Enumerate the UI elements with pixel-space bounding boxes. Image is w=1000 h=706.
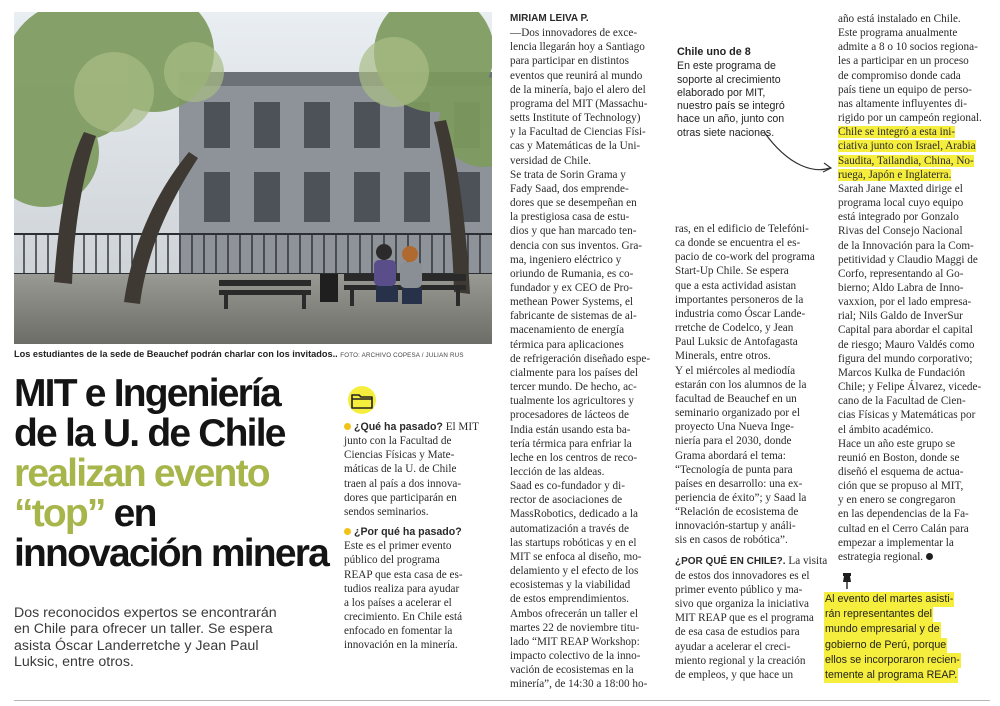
sidebar-line: elaborado por MIT, [677,86,766,99]
photo-caption [14,349,492,359]
body-line: Fady Saad, dos emprende- [510,182,629,195]
qa-answer-line: público del programa [344,554,440,567]
body-line: fundador y ex CEO de Pro- [510,281,633,294]
body-line: dores que se desempeñan en [510,197,637,210]
body-line: de empleos, y que hace un [675,668,794,681]
sidebar-line: En este programa de [677,60,776,73]
body-line: Rivas del Consejo Nacional [838,225,963,238]
highlighted-line: ruega, Japón e Inglaterra. [838,168,952,181]
body-line: ras, en el edificio de Telefóni- [675,223,809,235]
body-line: —Dos innovadores de exce- [510,27,638,40]
body-line: Ambos ofrecerán un taller el [510,607,638,620]
body-line: ayudar a acelerar el creci- [675,640,791,653]
qa-column [344,420,494,653]
qa-answer-line: máticas de la U. de Chile [344,463,457,476]
body-line: La visita [785,554,828,567]
body-line: reunió en Boston, donde se [838,451,960,464]
body-line: de estos dos innovadores es el [675,569,810,582]
body-line: de estos emprendimientos. [510,593,629,606]
body-line: rial; Nils Galdo de InverSur [838,310,963,323]
body-line: ma, ingeniero eléctrico y [510,253,622,266]
body-line: tercer mundo. De hecho, ac- [510,381,637,394]
body-line: programa local cuyo equipo [838,197,964,210]
body-column-3 [838,12,990,564]
body-line: martes 22 de noviembre titu- [510,621,640,634]
body-line: que a esta actividad asistan [675,279,797,292]
body-line: estrategia regional. [838,550,924,563]
body-line: pacio de co-work del programa [675,251,815,264]
body-line: MIT se enfoca al diseño, mo- [510,550,642,563]
sidebar-line: soporte al crecimiento [677,73,781,86]
headline [14,374,332,574]
pull-quote-line: gobierno de Perú, porque [824,638,947,653]
body-line: “Tecnología de punta para [675,463,793,476]
body-line: cultad en el Cerro Calán para [838,522,969,535]
body-line: Grama abordará el tema: [675,449,786,462]
headline-line: innovación minera [14,532,328,575]
body-line: de esa casa de estudios para [675,626,800,639]
park-photo-illustration [14,12,492,344]
pushpin-icon [840,572,854,590]
body-line: Marcos Kulka de Fundación [838,366,966,379]
body-line: impacto colectivo de la inno- [510,650,641,663]
body-line: de la minería, bajo el alero del [510,83,646,96]
body-line: Se trata de Sorin Grama y [510,168,626,181]
pull-quote-line: ellos se incorporaron recien- [824,653,961,668]
sidebar-title: Chile uno de 8 [677,46,751,58]
photo-credit: FOTO: ARCHIVO COPESA / JULIAN RUS [340,352,464,359]
body-line: niería para el 2030, donde [675,435,792,448]
body-line: tualmente los agricultores y [510,395,634,408]
body-line: ción que se propuso al MIT, [838,480,964,493]
body-line: ecosistemas y la viabilidad [510,579,631,592]
body-line: de riesgo; Mauro Valdés como [838,338,975,351]
bottom-rule [14,700,990,701]
body-line: y la Facultad de Ciencias Físi- [510,126,646,139]
body-line: está integrado por Gonzalo [838,211,959,224]
folder-icon [345,386,379,414]
body-line: leche en los centros de reco- [510,451,638,464]
body-line: Sarah Jane Maxted dirige el [838,182,963,195]
deck-line: Luksic, entre otros. [14,653,134,670]
body-line: dios y que han marcado ten- [510,225,637,238]
body-line: proyecto Una Nueva Inge- [675,421,794,434]
body-line: año está instalado en Chile. [838,13,961,25]
body-line: Minerals, entre otros. [675,350,771,363]
qa-answer-line: Ciencias Físicas y Mate- [344,449,455,462]
body-line: delamiento y el efecto de los [510,565,639,578]
body-line: methean Power Systems, el [510,296,634,309]
body-line: las startups robóticas y en el [510,536,637,549]
qa-answer-line: sendos seminarios. [344,505,429,518]
body-line: fabricante de sistemas de al- [510,310,637,323]
body-line: térmica para aplicaciones [510,338,624,351]
body-line: la prestigiosa casa de estu- [510,211,630,224]
body-column-2 [675,222,828,682]
body-line: importantes personeros de la [675,293,804,306]
body-line: dencia con sus inventos. Gra- [510,239,643,252]
body-line: lado “MIT REAP Workshop: [510,635,640,648]
body-line: rector de asociaciones de [510,494,623,507]
body-line: eventos que reunirá al mundo [510,69,643,82]
deck-line: Dos reconocidos expertos se encontrarán [14,605,277,621]
body-line: periencia de éxito”; y Saad la [675,491,807,504]
byline: MIRIAM LEIVA P. [510,13,589,24]
body-line: Capital para abordar el capital [838,324,973,337]
qa-answer-line: REAP que esta casa de es- [344,568,463,581]
body-line: admite a 8 o 10 socios regiona- [838,41,978,54]
qa-answer-line: innovación en la minería. [344,639,458,652]
body-line: Corfo, representando al Go- [838,267,964,280]
headline-line-green: “top” [14,492,105,535]
highlighted-line: Saudita, Tailandia, China, No- [838,154,974,167]
body-line: vaxxion, por el lado empresa- [838,296,972,309]
body-line: Paul Luksic de Antofagasta [675,336,798,349]
pull-quote [824,592,990,683]
highlighted-line: ciativa junto con Israel, Arabia [838,140,976,153]
body-line: ca donde se encuentra el es- [675,237,801,250]
body-line: el ámbito académico. [838,423,934,436]
body-line: sivo que organiza la iniciativa [675,598,809,611]
body-line: les a participar en un proceso [838,55,969,68]
body-line: cias Físicas y Matemáticas por [838,409,976,422]
deck-subtitle [14,605,334,670]
body-line: seminario organizado por el [675,407,800,420]
caption-text: Los estudiantes de la sede de Beauchef podrán charlar con los invitados.. [14,349,338,359]
sidebar-line: hace un año, junto con [677,113,785,126]
qa-answer-line: El MIT [442,421,479,433]
subhead-label: ¿POR QUÉ EN CHILE?. [675,555,786,567]
deck-line: asista Óscar Landerretche y Jean Paul [14,637,259,654]
qa-answer-line: crecimiento. En Chile está [344,611,463,624]
pull-quote-line: rán representantes del [824,607,933,622]
body-line: figura del mundo corporativo; [838,352,973,365]
body-line: miento regional y la creación [675,654,806,667]
article-photo [14,12,492,344]
body-line: en las dependencias de la Fa- [838,508,969,521]
body-line: innovación-startup y análi- [675,520,796,533]
body-line: versidad de Chile. [510,154,592,167]
body-line: Chile; y Felipe Álvarez, vicede- [838,381,982,394]
body-line: India están usando esta ba- [510,423,631,436]
qa-answer-line: traen al país a dos innova- [344,477,462,490]
body-line: oriundo de Rumania, es co- [510,267,634,280]
body-line: automatización a través de [510,522,629,535]
body-line: lección de las aldeas. [510,466,605,478]
qa-question-label: ¿Por qué ha pasado? [354,526,462,539]
body-line: programa del MIT (Massachu- [510,97,648,110]
bullet-dot [344,423,351,430]
body-line: país tiene un equipo de perso- [838,83,972,96]
bullet-dot [344,528,351,535]
body-line: Saad es co-fundador y di- [510,480,625,493]
qa-answer-line: junto con la Facultad de [344,435,452,448]
body-line: MassRobotics, dedicado a la [510,508,639,521]
qa-answer-line: tudios realiza para ayudar [344,582,460,595]
body-line: Y el miércoles al mediodía [675,364,796,377]
headline-word: en [104,492,156,535]
highlighted-line: Chile se integró a esta ini- [838,126,956,139]
body-line: primer evento público y ma- [675,583,803,596]
pull-quote-line: mundo empresarial y de [824,622,941,637]
body-line: y en enero se congregaron [838,494,956,507]
body-line: de la Innovación para la Com- [838,239,974,252]
pull-quote-line: Al evento del martes asisti- [824,592,954,607]
body-line: facultad de Beauchef en un [675,392,797,405]
body-line: procesadores de lácteos de [510,409,629,422]
arrow-icon [760,118,840,178]
body-line: Start-Up Chile. Se espera [675,265,789,278]
body-line: de compromiso donde cada [838,69,961,82]
body-line: cialmente para los países del [510,366,638,379]
qa-answer-line: dores que participarán en [344,491,457,504]
body-line: vación de ecosistemas en la [510,664,634,677]
pull-quote-line: temente al programa REAP. [824,668,958,683]
body-line: cas y Matemáticas de la Uni- [510,140,641,153]
body-line: setts Institute of Technology) [510,112,641,125]
headline-line-green: realizan evento [14,452,269,495]
qa-question-label: ¿Qué ha pasado? [354,421,443,433]
sidebar-line: otras siete naciones. [677,126,775,139]
qa-answer-line: Este es el primer evento [344,540,452,553]
body-line: bierno; Aldo Labra de Inno- [838,281,964,294]
body-line: países en desarrollo: una ex- [675,477,803,490]
body-line: cano de la Facultad de Cien- [838,395,966,408]
body-line: para participar en distintos [510,55,629,68]
body-line: Hace un año este grupo se [838,437,956,450]
body-line: lencia llegarán hoy a Santiago [510,41,645,54]
body-line: de refrigeración diseñado espe- [510,352,651,365]
qa-answer-line: enfocado en fomentar la [344,625,453,638]
body-line: Este programa anualmente [838,27,958,40]
headline-line: MIT e Ingeniería [14,372,280,415]
body-line: rigido por un campeón regional. [838,112,982,125]
body-line: minería”, de 14:30 a 18:00 ho- [510,678,648,691]
body-line: “Relación de ecosistema de [675,506,799,519]
body-line: petitividad y Claudio Maggi de [838,253,978,266]
body-line: macenamiento de energía [510,324,625,337]
body-line: nas altamente influyentes di- [838,97,967,110]
body-line: diseñó el esquema de actua- [838,466,964,478]
body-line: empezar a implementar la [838,536,954,549]
body-line: industria como Óscar Lande- [675,307,806,320]
body-line: tería térmica para enfriar la [510,437,632,450]
sidebar-line: nuestro país se integró [677,100,785,113]
body-line: rretche de Codelco, y Jean [675,322,794,335]
body-line: estarán con los alumnos de la [675,378,807,391]
body-line: sis en casos de robótica”. [675,534,788,547]
headline-line: de la U. de Chile [14,412,285,455]
body-line: MIT REAP que es el programa [675,612,814,625]
qa-answer-line: a los países a acelerar el [344,596,452,609]
deck-line: en Chile para ofrecer un taller. Se espera [14,621,273,638]
end-mark-icon [926,553,933,560]
body-column-1 [510,12,662,692]
